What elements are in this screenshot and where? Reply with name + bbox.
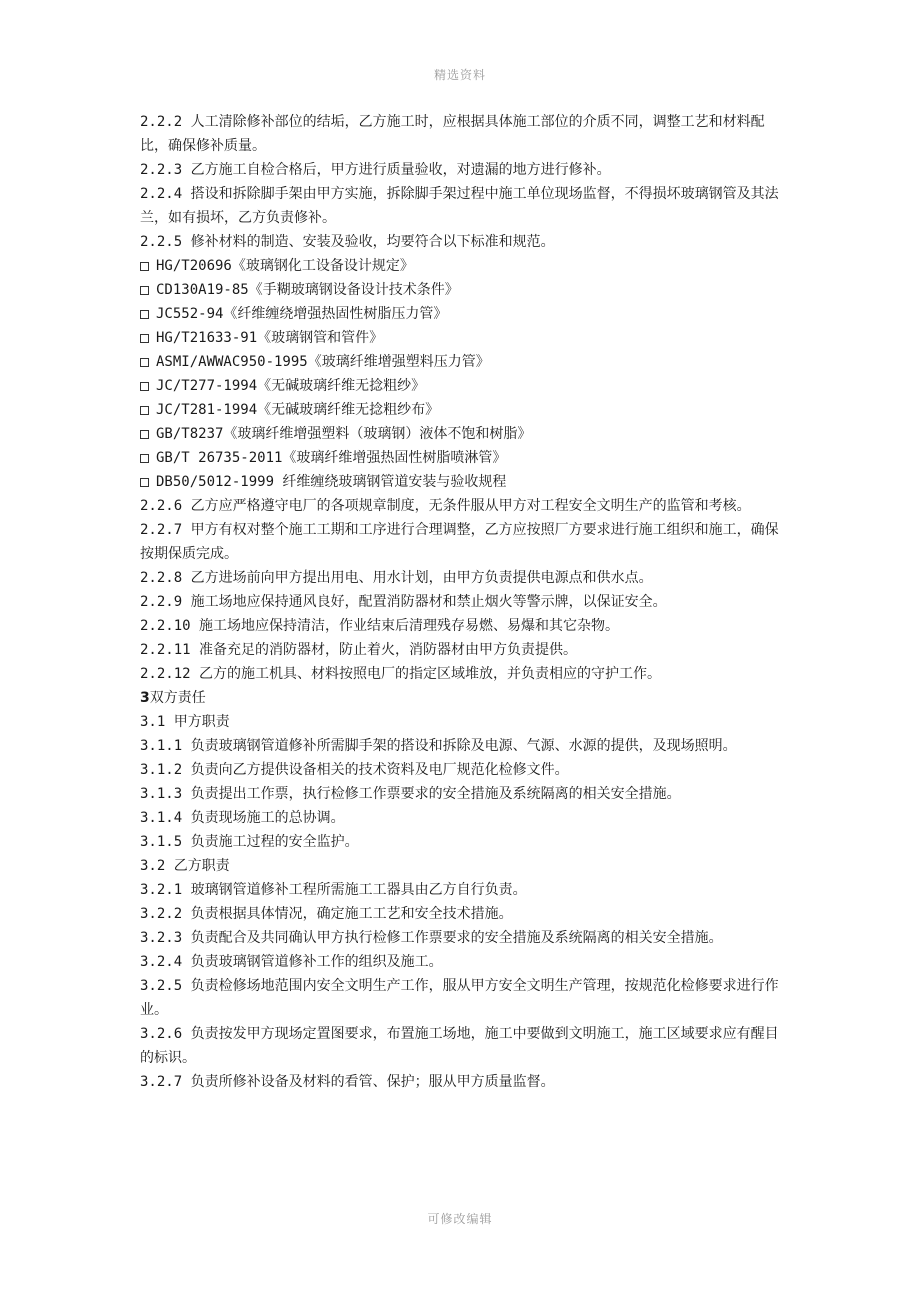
checkbox-bullet-icon <box>140 478 149 487</box>
clause-2-2-2: 2.2.2 人工清除修补部位的结垢，乙方施工时，应根据具体施工部位的介质不同，调整工艺和材料配比，确保修补质量。 <box>140 114 765 154</box>
clause-2-2-6: 2.2.6 乙方应严格遵守电厂的各项规章制度，无条件服从甲方对工程安全文明生产的监管和考核。 <box>140 498 751 514</box>
section-number: 3 <box>140 690 150 706</box>
checkbox-bullet-icon <box>140 454 149 463</box>
checkbox-bullet-icon <box>140 430 149 439</box>
clause-3-2-1: 3.2.1 玻璃钢管道修补工程所需施工工器具由乙方自行负责。 <box>140 882 527 898</box>
standard-text: HG/T20696《玻璃钢化工设备设计规定》 <box>156 258 414 274</box>
section-title: 双方责任 <box>149 690 206 706</box>
standard-item <box>140 254 785 278</box>
standard-item <box>140 446 785 470</box>
clause-3-1-5: 3.1.5 负责施工过程的安全监护。 <box>140 834 359 850</box>
subsection-3-1: 3.1 甲方职责 <box>140 714 230 730</box>
standard-text: GB/T8237《玻璃纤维增强塑料（玻璃钢）液体不饱和树脂》 <box>156 426 532 442</box>
clause-3-2-7: 3.2.7 负责所修补设备及材料的看管、保护；服从甲方质量监督。 <box>140 1074 555 1090</box>
clause-3-2-2: 3.2.2 负责根据具体情况，确定施工工艺和安全技术措施。 <box>140 906 513 922</box>
standard-item <box>140 278 785 302</box>
clause-3-2-6: 3.2.6 负责按发甲方现场定置图要求，布置施工场地，施工中要做到文明施工，施工区域要求应有醒目的标识。 <box>140 1026 779 1066</box>
standard-text: HG/T21633-91《玻璃钢管和管件》 <box>156 330 384 346</box>
clause-2-2-10: 2.2.10 施工场地应保持清洁，作业结束后清理残存易燃、易爆和其它杂物。 <box>140 618 619 634</box>
clause-3-1-3: 3.1.3 负责提出工作票，执行检修工作票要求的安全措施及系统隔离的相关安全措施。 <box>140 786 681 802</box>
checkbox-bullet-icon <box>140 286 149 295</box>
clause-2-2-7: 2.2.7 甲方有权对整个施工工期和工序进行合理调整，乙方应按照厂方要求进行施工组织和施工，确保按期保质完成。 <box>140 522 779 562</box>
clause-2-2-11: 2.2.11 准备充足的消防器材，防止着火，消防器材由甲方负责提供。 <box>140 642 577 658</box>
checkbox-bullet-icon <box>140 382 149 391</box>
standard-text: DB50/5012-1999 纤维缠绕玻璃钢管道安装与验收规程 <box>156 474 507 490</box>
standard-item <box>140 302 785 326</box>
subsection-3-2: 3.2 乙方职责 <box>140 858 230 874</box>
checkbox-bullet-icon <box>140 310 149 319</box>
standard-item <box>140 398 785 422</box>
page-footer: 可修改编辑 <box>427 1212 493 1226</box>
clause-2-2-3: 2.2.3 乙方施工自检合格后，甲方进行质量验收，对遗漏的地方进行修补。 <box>140 162 611 178</box>
clause-3-2-5: 3.2.5 负责检修场地范围内安全文明生产工作，服从甲方安全文明生产管理，按规范化检修要求进行作业。 <box>140 978 779 1018</box>
clause-3-2-3: 3.2.3 负责配合及共同确认甲方执行检修工作票要求的安全措施及系统隔离的相关安全措施。 <box>140 930 723 946</box>
checkbox-bullet-icon <box>140 334 149 343</box>
clause-3-1-2: 3.1.2 负责向乙方提供设备相关的技术资料及电厂规范化检修文件。 <box>140 762 569 778</box>
page-header: 精选资料 <box>433 68 486 82</box>
clause-2-2-4: 2.2.4 搭设和拆除脚手架由甲方实施，拆除脚手架过程中施工单位现场监督，不得损坏玻璃钢管及其法兰，如有损坏，乙方负责修补。 <box>140 186 779 226</box>
checkbox-bullet-icon <box>140 406 149 415</box>
clause-2-2-9: 2.2.9 施工场地应保持通风良好，配置消防器材和禁止烟火等警示牌，以保证安全。 <box>140 594 667 610</box>
clause-3-1-1: 3.1.1 负责玻璃钢管道修补所需脚手架的搭设和拆除及电源、气源、水源的提供，及现场照明。 <box>140 738 737 754</box>
standard-item <box>140 470 785 494</box>
checkbox-bullet-icon <box>140 358 149 367</box>
clause-3-1-4: 3.1.4 负责现场施工的总协调。 <box>140 810 345 826</box>
standard-item <box>140 326 785 350</box>
document-body <box>140 110 785 1094</box>
standard-text: JC/T277-1994《无碱玻璃纤维无捻粗纱》 <box>156 378 426 394</box>
standard-item <box>140 350 785 374</box>
standard-text: JC552-94《纤维缠绕增强热固性树脂压力管》 <box>156 306 448 322</box>
standard-item <box>140 374 785 398</box>
standard-text: JC/T281-1994《无碱玻璃纤维无捻粗纱布》 <box>156 402 440 418</box>
clause-3-2-4: 3.2.4 负责玻璃钢管道修补工作的组织及施工。 <box>140 954 443 970</box>
clause-2-2-12: 2.2.12 乙方的施工机具、材料按照电厂的指定区域堆放，并负责相应的守护工作。 <box>140 666 661 682</box>
standard-text: ASMI/AWWAC950-1995《玻璃纤维增强塑料压力管》 <box>156 354 490 370</box>
standard-item <box>140 422 785 446</box>
clause-2-2-8: 2.2.8 乙方进场前向甲方提出用电、用水计划，由甲方负责提供电源点和供水点。 <box>140 570 653 586</box>
section-3-heading <box>140 686 785 710</box>
standard-text: GB/T 26735-2011《玻璃纤维增强热固性树脂喷淋管》 <box>156 450 507 466</box>
clause-2-2-5: 2.2.5 修补材料的制造、安装及验收，均要符合以下标准和规范。 <box>140 234 555 250</box>
standard-text: CD130A19-85《手糊玻璃钢设备设计技术条件》 <box>156 282 459 298</box>
checkbox-bullet-icon <box>140 262 149 271</box>
